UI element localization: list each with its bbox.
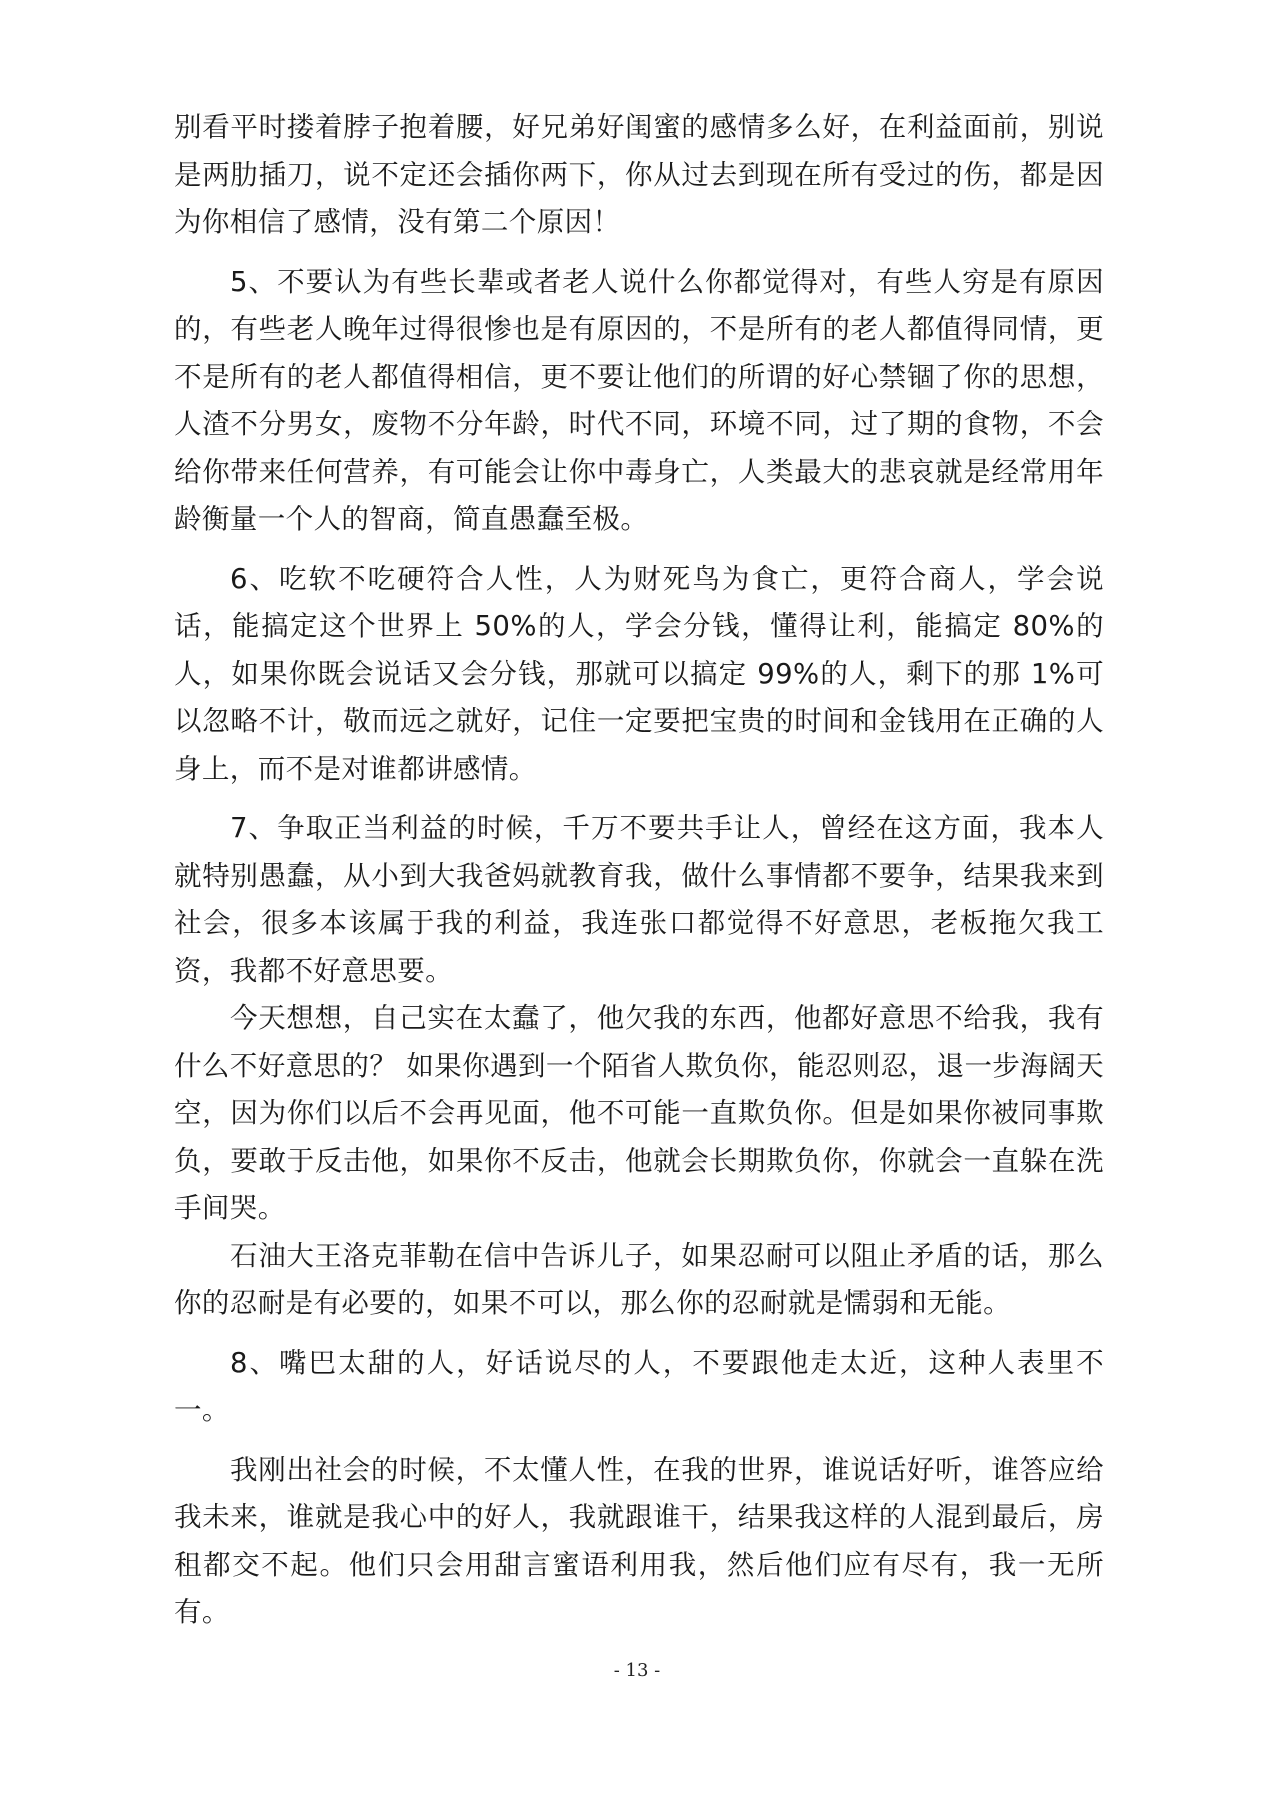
paragraph-item-5: 5、不要认为有些长辈或者老人说什么你都觉得对，有些人穷是有原因的，有些老人晚年过得很惨也是有原因的，不是所有的老人都值得同情，更不是所有的老人都值得相信，更不要让他们的所谓的好心禁锢了你的思想，人渣不分男女，废物不分年龄，时代不同，环境不同，过了期的食物，不会给你带来任何营养，有可能会让你中毒身亡，人类最大的悲哀就是经常用年龄衡量一个人的智商，简直愚蠢至极。 (174, 265, 1104, 535)
page-number: - 13 - (613, 1660, 661, 1681)
body-text (174, 104, 1104, 1637)
paragraph-item-6: 6、吃软不吃硬符合人性，人为财死鸟为食亡，更符合商人，学会说话，能搞定这个世界上 50%的人，学会分钱，懂得让利，能搞定 80%的人，如果你既会说话又会分钱，那就可以搞定 99%的人，剩下的那 1%可以忽略不计，敬而远之就好，记住一定要把宝贵的时间和金钱用在正确的人身上，而不是对谁都讲感情。 (174, 562, 1104, 785)
paragraph-continuation: 别看平时搂着脖子抱着腰，好兄弟好闺蜜的感情多么好，在利益面前，别说是两肋插刀，说不定还会插你两下，你从过去到现在所有受过的伤，都是因为你相信了感情，没有第二个原因！ (174, 111, 1104, 238)
paragraph-rockefeller: 石油大王洛克菲勒在信中告诉儿子，如果忍耐可以阻止矛盾的话，那么你的忍耐是有必要的，如果不可以，那么你的忍耐就是懦弱和无能。 (174, 1239, 1104, 1319)
paragraph-item-8: 8、嘴巴太甜的人，好话说尽的人，不要跟他走太近，这种人表里不一。 (174, 1346, 1104, 1426)
paragraph-reflection: 今天想想，自己实在太蠢了，他欠我的东西，他都好意思不给我，我有什么不好意思的？ 如果你遇到一个陌省人欺负你，能忍则忍，退一步海阔天空，因为你们以后不会再见面，他不可能一直欺负你。但是如果你被同事欺负，要敢于反击他，如果你不反击，他就会长期欺负你，你就会一直躲在洗手间哭。 (174, 1002, 1104, 1224)
paragraph-experience: 我刚出社会的时候，不太懂人性，在我的世界，谁说话好听，谁答应给我未来，谁就是我心中的好人，我就跟谁干，结果我这样的人混到最后，房租都交不起。他们只会用甜言蜜语利用我，然后他们应有尽有，我一无所有。 (174, 1453, 1104, 1628)
paragraph-item-7: 7、争取正当利益的时候，千万不要共手让人，曾经在这方面，我本人就特别愚蠢，从小到大我爸妈就教育我，做什么事情都不要争，结果我来到社会，很多本该属于我的利益，我连张口都觉得不好意思，老板拖欠我工资，我都不好意思要。 (174, 812, 1104, 987)
